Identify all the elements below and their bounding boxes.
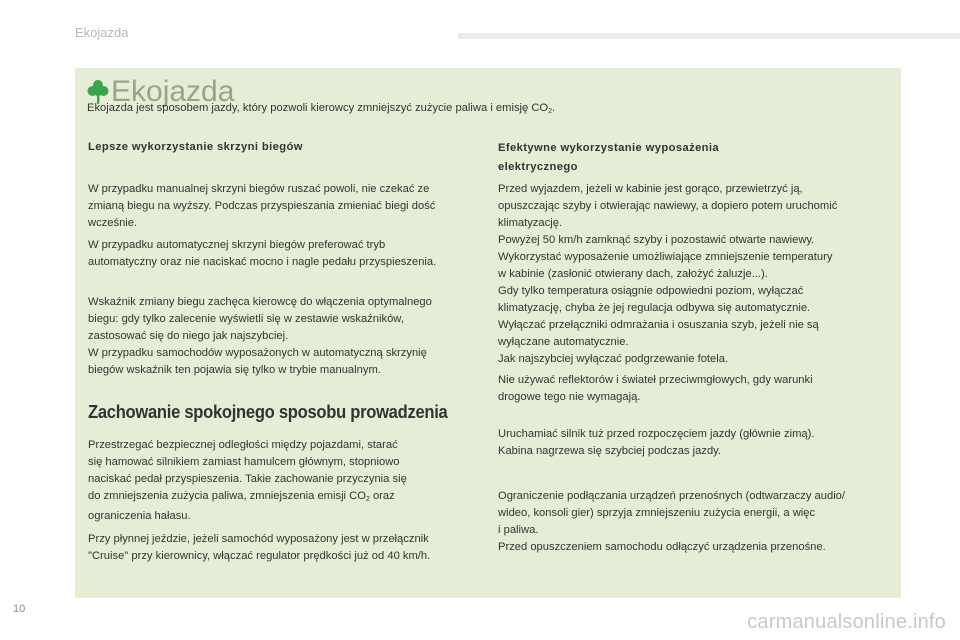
section-header: Ekojazda	[75, 25, 129, 40]
intro-text: Ekojazda jest sposobem jazdy, który pozwoli kierowcy zmniejszyć zużycie paliwa i emisję $CO_2$.	[87, 102, 556, 115]
heading-electrical-equipment: Efektywne wykorzystanie wyposażenia elektrycznego	[498, 142, 720, 173]
paragraph-safe-distance: Przestrzegać bezpiecznej odległości między pojazdami, starać się hamować silnikiem zamiast hamulcem głównym, stopniowo naciskać pedał przyspieszenia. Takie zachowanie przyczynia się do zmniejszenia zużycia paliwa, zmniejszenia emisji $CO_2$ oraz ograniczenia hałasu.	[88, 439, 407, 522]
panel-title: Ekojazda	[111, 75, 235, 108]
paragraph-cruise-control: Przy płynnej jeździe, jeżeli samochód wyposażony jest w przełącznik "Cruise" przy kierownicy, włączać regulator prędkości już od 40 km/h.	[88, 533, 431, 562]
paragraph-air-conditioning: Przed wyjazdem, jeżeli w kabinie jest gorąco, przewietrzyć ją, opuszczając szyby i otwierając nawiewy, a dopiero potem uruchomić klimatyzację. Powyżej 50 km/h zamknąć szyby i pozostawić otwarte nawiewy. Wykorzystać wyposażenie umożliwiające zmniejszenie temperatury w kabinie (zasłonić otwierany dach, założyć żaluzje...). Gdy tylko temperatura osiągnie odpowiedni poziom, wyłączać klimatyzację, chyba że jej regulacja odbywa się automatycznie. Wyłączać przełączniki odmrażania i osuszania szyb, jeżeli nie są wyłączane automatycznie. Jak najszybciej wyłączać podgrzewanie fotela.	[498, 183, 838, 365]
paragraph-headlights: Nie używać reflektorów i świateł przeciwmgłowych, gdy warunki drogowe tego nie wymagają.	[498, 374, 813, 403]
heading-gearbox: Lepsze wykorzystanie skrzyni biegów	[88, 141, 303, 153]
paragraph-portable-devices: Ograniczenie podłączania urządzeń przenośnych (odtwarzaczy audio/ wideo, konsoli gier) sprzyja zmniejszeniu zużycia energii, a więc i paliwa. Przed opuszczeniem samochodu odłączyć urządzenia przenośne.	[498, 490, 846, 553]
content-panel	[75, 68, 901, 598]
paragraph-automatic-gearbox: W przypadku automatycznej skrzyni biegów preferować tryb automatyczny oraz nie naciskać mocno i nagle pedału przyspieszenia.	[88, 239, 437, 268]
watermark-text: carmanualsonline.info	[747, 611, 946, 633]
paragraph-manual-gearbox: W przypadku manualnej skrzyni biegów ruszać powoli, nie czekać ze zmianą biegu na wyższy. Podczas przyspieszania zmieniać biegi dość wcześnie.	[88, 183, 436, 229]
heading-calm-driving: Zachowanie spokojnego sposobu prowadzenia	[88, 402, 448, 422]
paragraph-engine-start: Uruchamiać silnik tuż przed rozpoczęciem jazdy (głównie zimą). Kabina nagrzewa się szybciej podczas jazdy.	[498, 428, 815, 457]
page-number: 10	[13, 603, 26, 615]
header-divider	[458, 33, 960, 39]
paragraph-gear-indicator: Wskaźnik zmiany biegu zachęca kierowcę do włączenia optymalnego biegu: gdy tylko zalecenie wyświetli się w zestawie wskaźników, zastosować się do niego jak najszybciej. W przypadku samochodów wyposażonych w automatyczną skrzynię biegów wskaźnik ten pojawia się tylko w trybie manualnym.	[88, 296, 432, 376]
